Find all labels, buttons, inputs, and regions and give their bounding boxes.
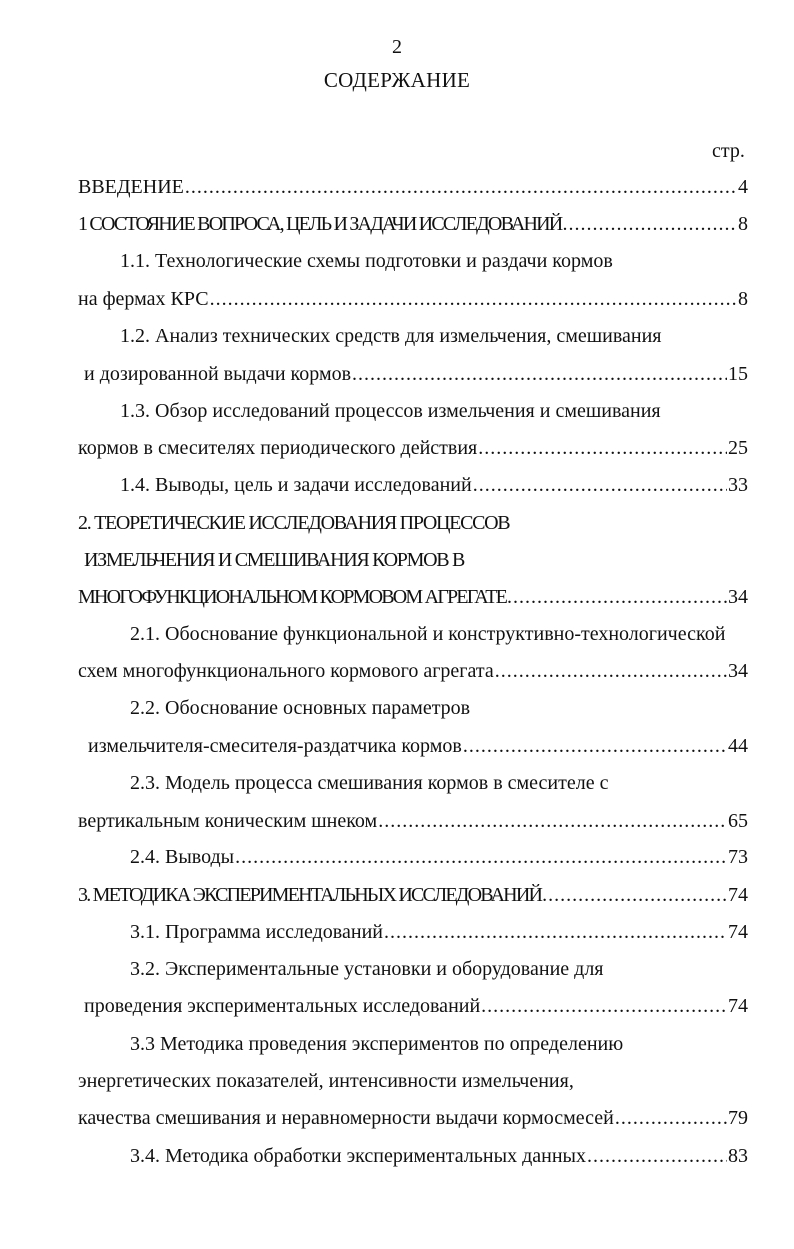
toc-entry: 3.4. Методика обработки экспериментальных данных ..... 83 (130, 1141, 748, 1171)
page-column-label: стр. (712, 140, 745, 162)
toc-entry: 2.4. Выводы ..... 73 (130, 842, 748, 872)
toc-entry: измельчителя-смесителя-раздатчика кормов ..... 44 (88, 731, 748, 761)
page-number: 2 (392, 36, 402, 58)
toc-entry: 2.2. Обоснование основных параметров (130, 697, 471, 719)
toc-entry: 2.3. Модель процесса смешивания кормов в смесителе с (130, 772, 609, 794)
toc-entry: 2.1. Обоснование функциональной и конструктивно-технологической (130, 623, 726, 645)
toc-entry: 1.1. Технологические схемы подготовки и раздачи кормов (120, 250, 613, 272)
toc-entry: 3.1. Программа исследований ..... 74 (130, 917, 748, 947)
toc-entry: 3. МЕТОДИКА ЭКСПЕРИМЕНТАЛЬНЫХ ИССЛЕДОВАНИЙ ..... 74 (78, 880, 748, 910)
toc-entry: кормов в смесителях периодического действия ..... 25 (78, 433, 748, 463)
toc-entry: 1.3. Обзор исследований процессов измельчения и смешивания (120, 400, 661, 422)
toc-entry: 1 СОСТОЯНИЕ ВОПРОСА, ЦЕЛЬ И ЗАДАЧИ ИССЛЕДОВАНИЙ ..... 8 (78, 209, 748, 239)
toc-entry: МНОГОФУНКЦИОНАЛЬНОМ КОРМОВОМ АГРЕГАТЕ ..... 34 (78, 582, 748, 612)
toc-entry: проведения экспериментальных исследований ..... 74 (84, 991, 748, 1021)
toc-entry: схем многофункционального кормового агрегата ..... 34 (78, 656, 748, 686)
toc-entry: энергетических показателей, интенсивности измельчения, (78, 1070, 574, 1092)
toc-entry: 3.3 Методика проведения экспериментов по определению (130, 1033, 624, 1055)
toc-entry: и дозированной выдачи кормов ..... 15 (84, 359, 748, 389)
toc-entry: 2. ТЕОРЕТИЧЕСКИЕ ИССЛЕДОВАНИЯ ПРОЦЕССОВ (78, 512, 510, 534)
toc-entry: на фермах КРС ..... 8 (78, 284, 748, 314)
toc-entry: качества смешивания и неравномерности выдачи кормосмесей ..... 79 (78, 1103, 748, 1133)
toc-entry: 1.2. Анализ технических средств для измельчения, смешивания (120, 325, 662, 347)
page-title: СОДЕРЖАНИЕ (323, 68, 471, 92)
toc-entry: ВВЕДЕНИЕ ..... 4 (78, 172, 748, 202)
toc-entry: 1.4. Выводы, цель и задачи исследований ..... 33 (120, 470, 748, 500)
toc-entry: ИЗМЕЛЬЧЕНИЯ И СМЕШИВАНИЯ КОРМОВ В (84, 549, 465, 571)
toc-entry: вертикальным коническим шнеком ..... 65 (78, 806, 748, 836)
toc-entry: 3.2. Экспериментальные установки и оборудование для (130, 958, 604, 980)
